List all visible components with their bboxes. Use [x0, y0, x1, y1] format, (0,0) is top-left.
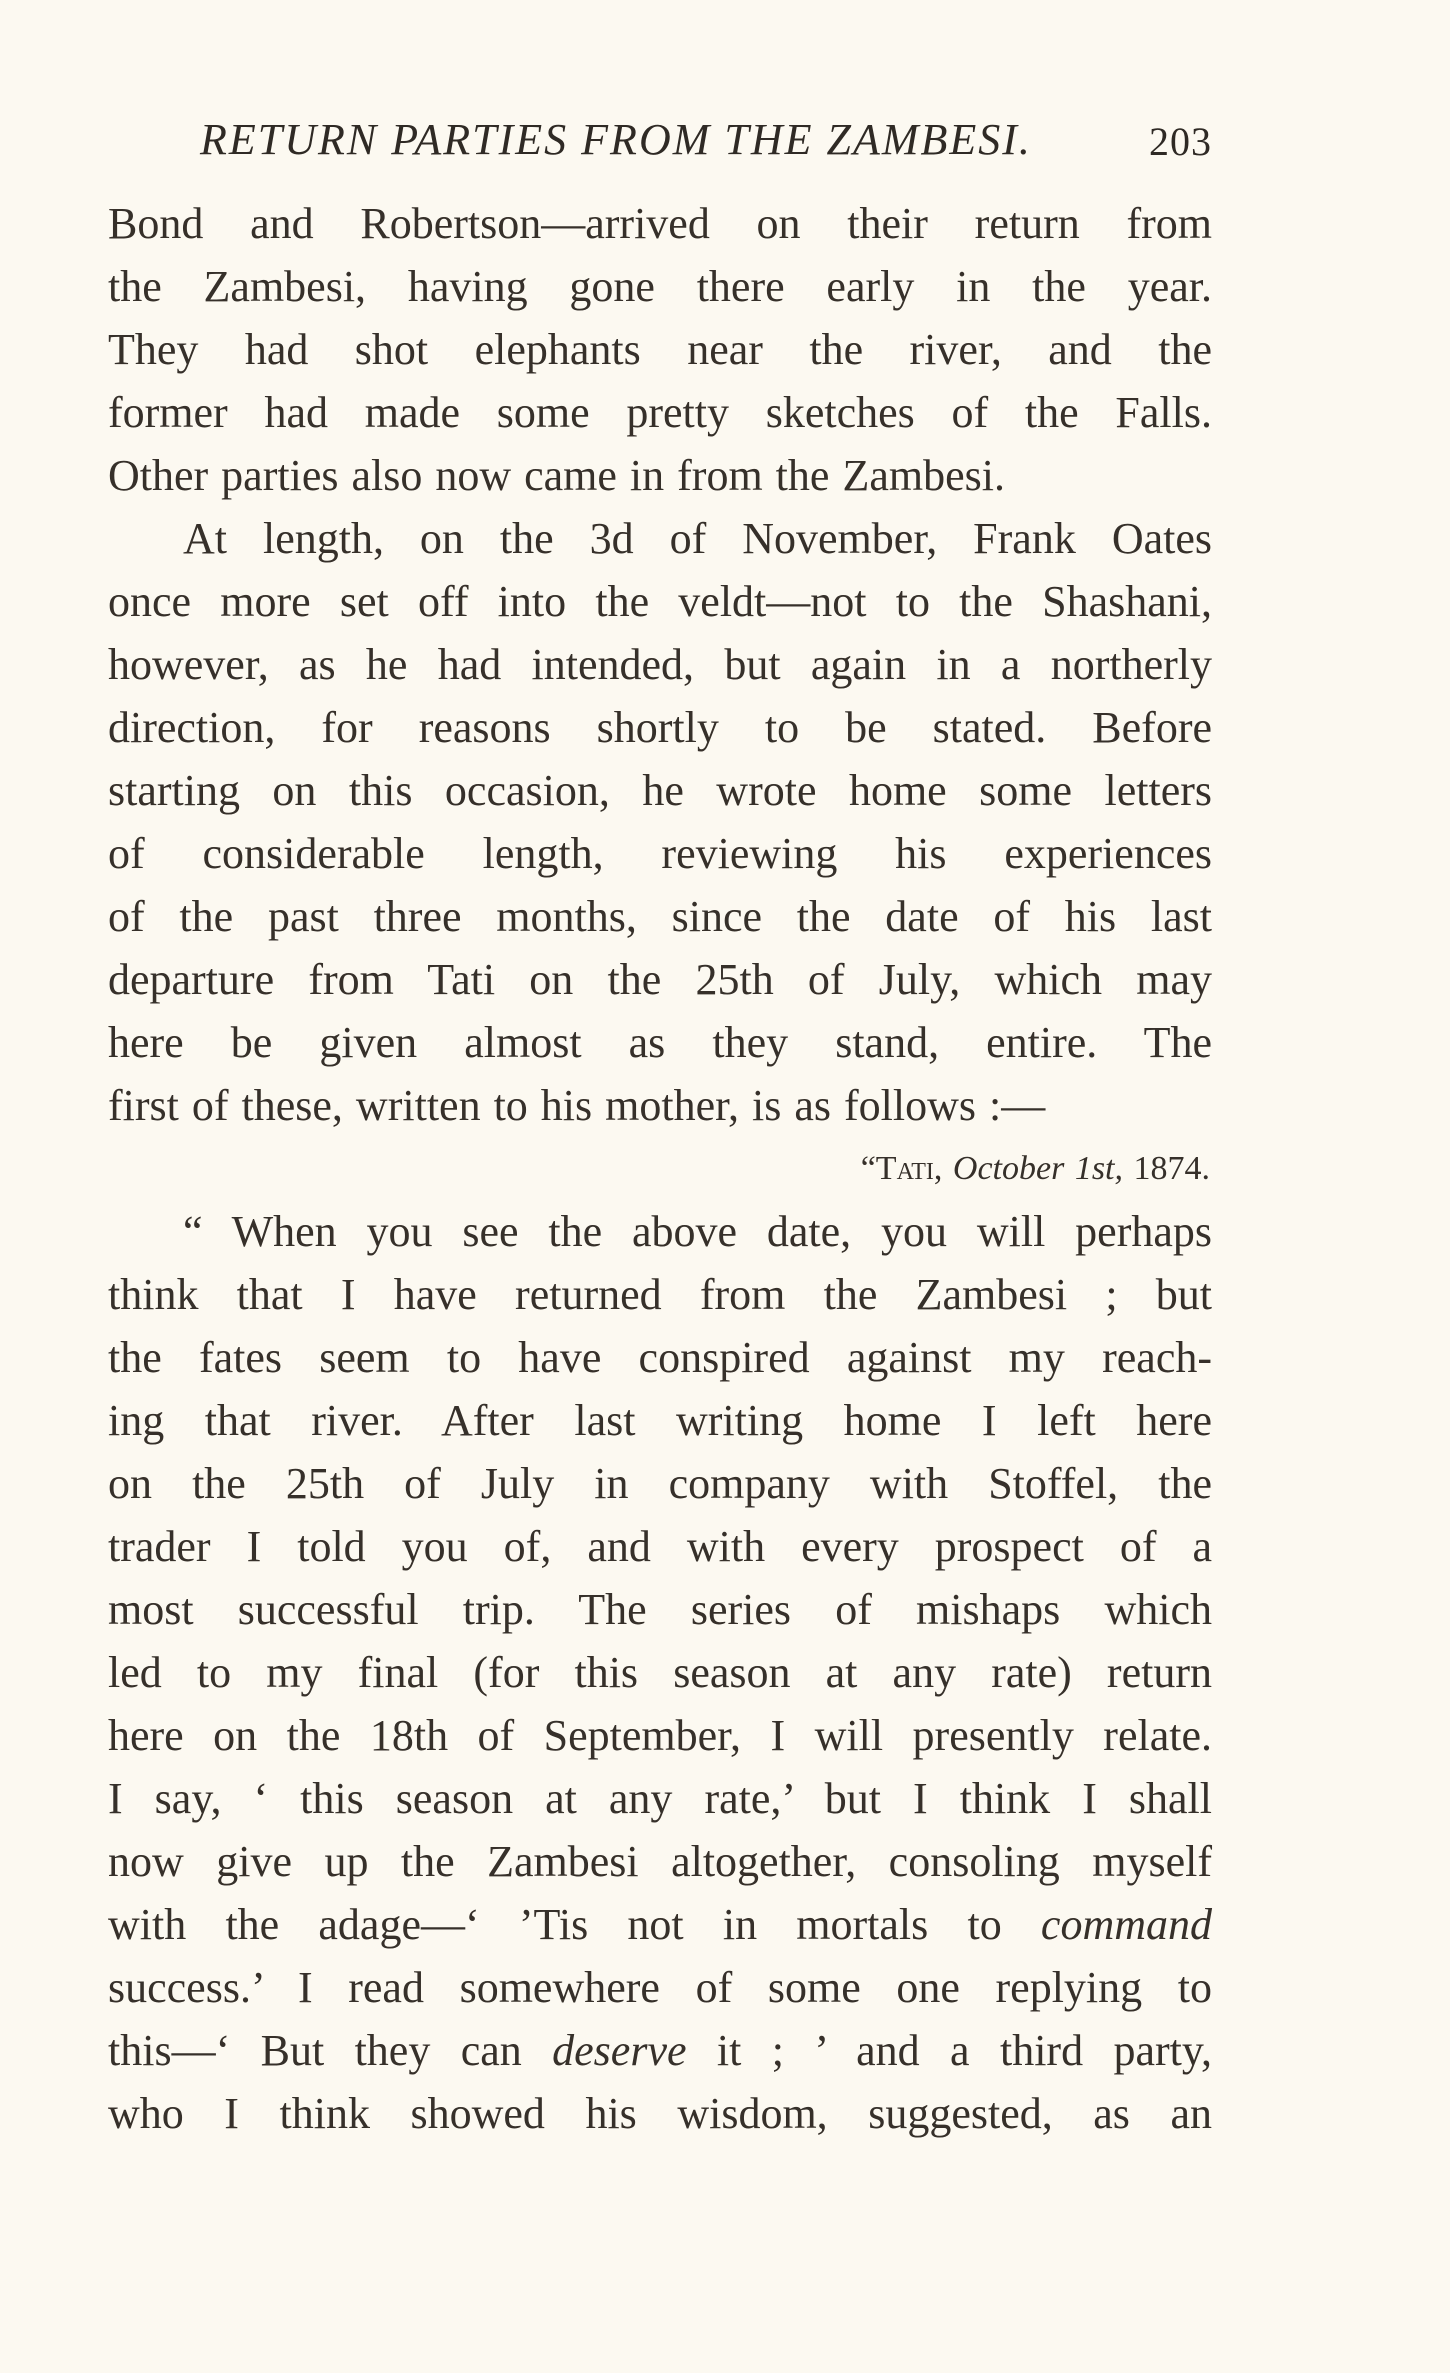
- text-line: think that I have returned from the Zambesi ; but: [108, 1270, 1212, 1319]
- text-line: ing that river. After last writing home I left here: [108, 1396, 1212, 1445]
- text-line: on the 25th of July in company with Stoffel, the: [108, 1459, 1212, 1508]
- text-segment: this—‘ But they can: [108, 2026, 522, 2075]
- paragraph-2: [108, 507, 1212, 1137]
- text-line: first of these, written to his mother, is as follows :—: [108, 1081, 1046, 1130]
- text-line: here be given almost as they stand, entire. The: [108, 1018, 1212, 1067]
- paragraph-1: [108, 192, 1212, 507]
- text-line: [108, 2019, 1212, 2082]
- running-title: RETURN PARTIES FROM THE ZAMBESI.: [200, 115, 1032, 164]
- page-number: 203: [1149, 119, 1212, 164]
- body-text: [108, 192, 1212, 2145]
- text-segment: it ; ’ and a third party,: [716, 2026, 1213, 2075]
- dateline-year: 1874.: [1133, 1150, 1210, 1187]
- text-line: most successful trip. The series of mishaps which: [108, 1585, 1212, 1634]
- text-line: however, as he had intended, but again in a northerly: [108, 640, 1212, 689]
- text-line: of the past three months, since the date of his last: [108, 892, 1212, 941]
- text-line: led to my final (for this season at any rate) return: [108, 1648, 1212, 1697]
- text-line: They had shot elephants near the river, and the: [108, 325, 1212, 374]
- text-line: Other parties also now came in from the Zambesi.: [108, 451, 1005, 500]
- text-line: departure from Tati on the 25th of July, which may: [108, 955, 1212, 1004]
- text-line: of considerable length, reviewing his experiences: [108, 829, 1212, 878]
- text-line: once more set off into the veldt—not to the Shashani,: [108, 577, 1212, 626]
- text-line: I say, ‘ this season at any rate,’ but I think I shall: [108, 1774, 1212, 1823]
- italic-word: deserve: [552, 2026, 687, 2075]
- text-line: who I think showed his wisdom, suggested, as an: [108, 2089, 1212, 2138]
- text-line: [108, 1893, 1212, 1956]
- text-line: direction, for reasons shortly to be stated. Before: [108, 703, 1212, 752]
- text-line: starting on this occasion, he wrote home some letters: [108, 766, 1212, 815]
- text-line: trader I told you of, and with every prospect of a: [108, 1522, 1212, 1571]
- text-line: former had made some pretty sketches of the Falls.: [108, 388, 1212, 437]
- text-line: At length, on the 3d of November, Frank Oates: [183, 514, 1212, 563]
- paragraph-3: [108, 1200, 1212, 2145]
- text-line: “ When you see the above date, you will perhaps: [183, 1207, 1212, 1256]
- text-line: the Zambesi, having gone there early in the year.: [108, 262, 1212, 311]
- running-head: [108, 108, 1210, 172]
- dateline-place: “Tati,: [860, 1150, 943, 1187]
- dateline-date: October 1st,: [952, 1150, 1123, 1187]
- italic-word: command: [1040, 1900, 1213, 1949]
- text-line: here on the 18th of September, I will presently relate.: [108, 1711, 1212, 1760]
- letter-dateline: [108, 1137, 1212, 1200]
- text-line: Bond and Robertson—arrived on their return from: [108, 199, 1212, 248]
- text-segment: with the adage—‘ ’Tis not in mortals to: [108, 1900, 1002, 1949]
- text-line: now give up the Zambesi altogether, consoling myself: [108, 1837, 1212, 1886]
- text-line: success.’ I read somewhere of some one replying to: [108, 1963, 1212, 2012]
- text-line: the fates seem to have conspired against my reach-: [108, 1333, 1212, 1382]
